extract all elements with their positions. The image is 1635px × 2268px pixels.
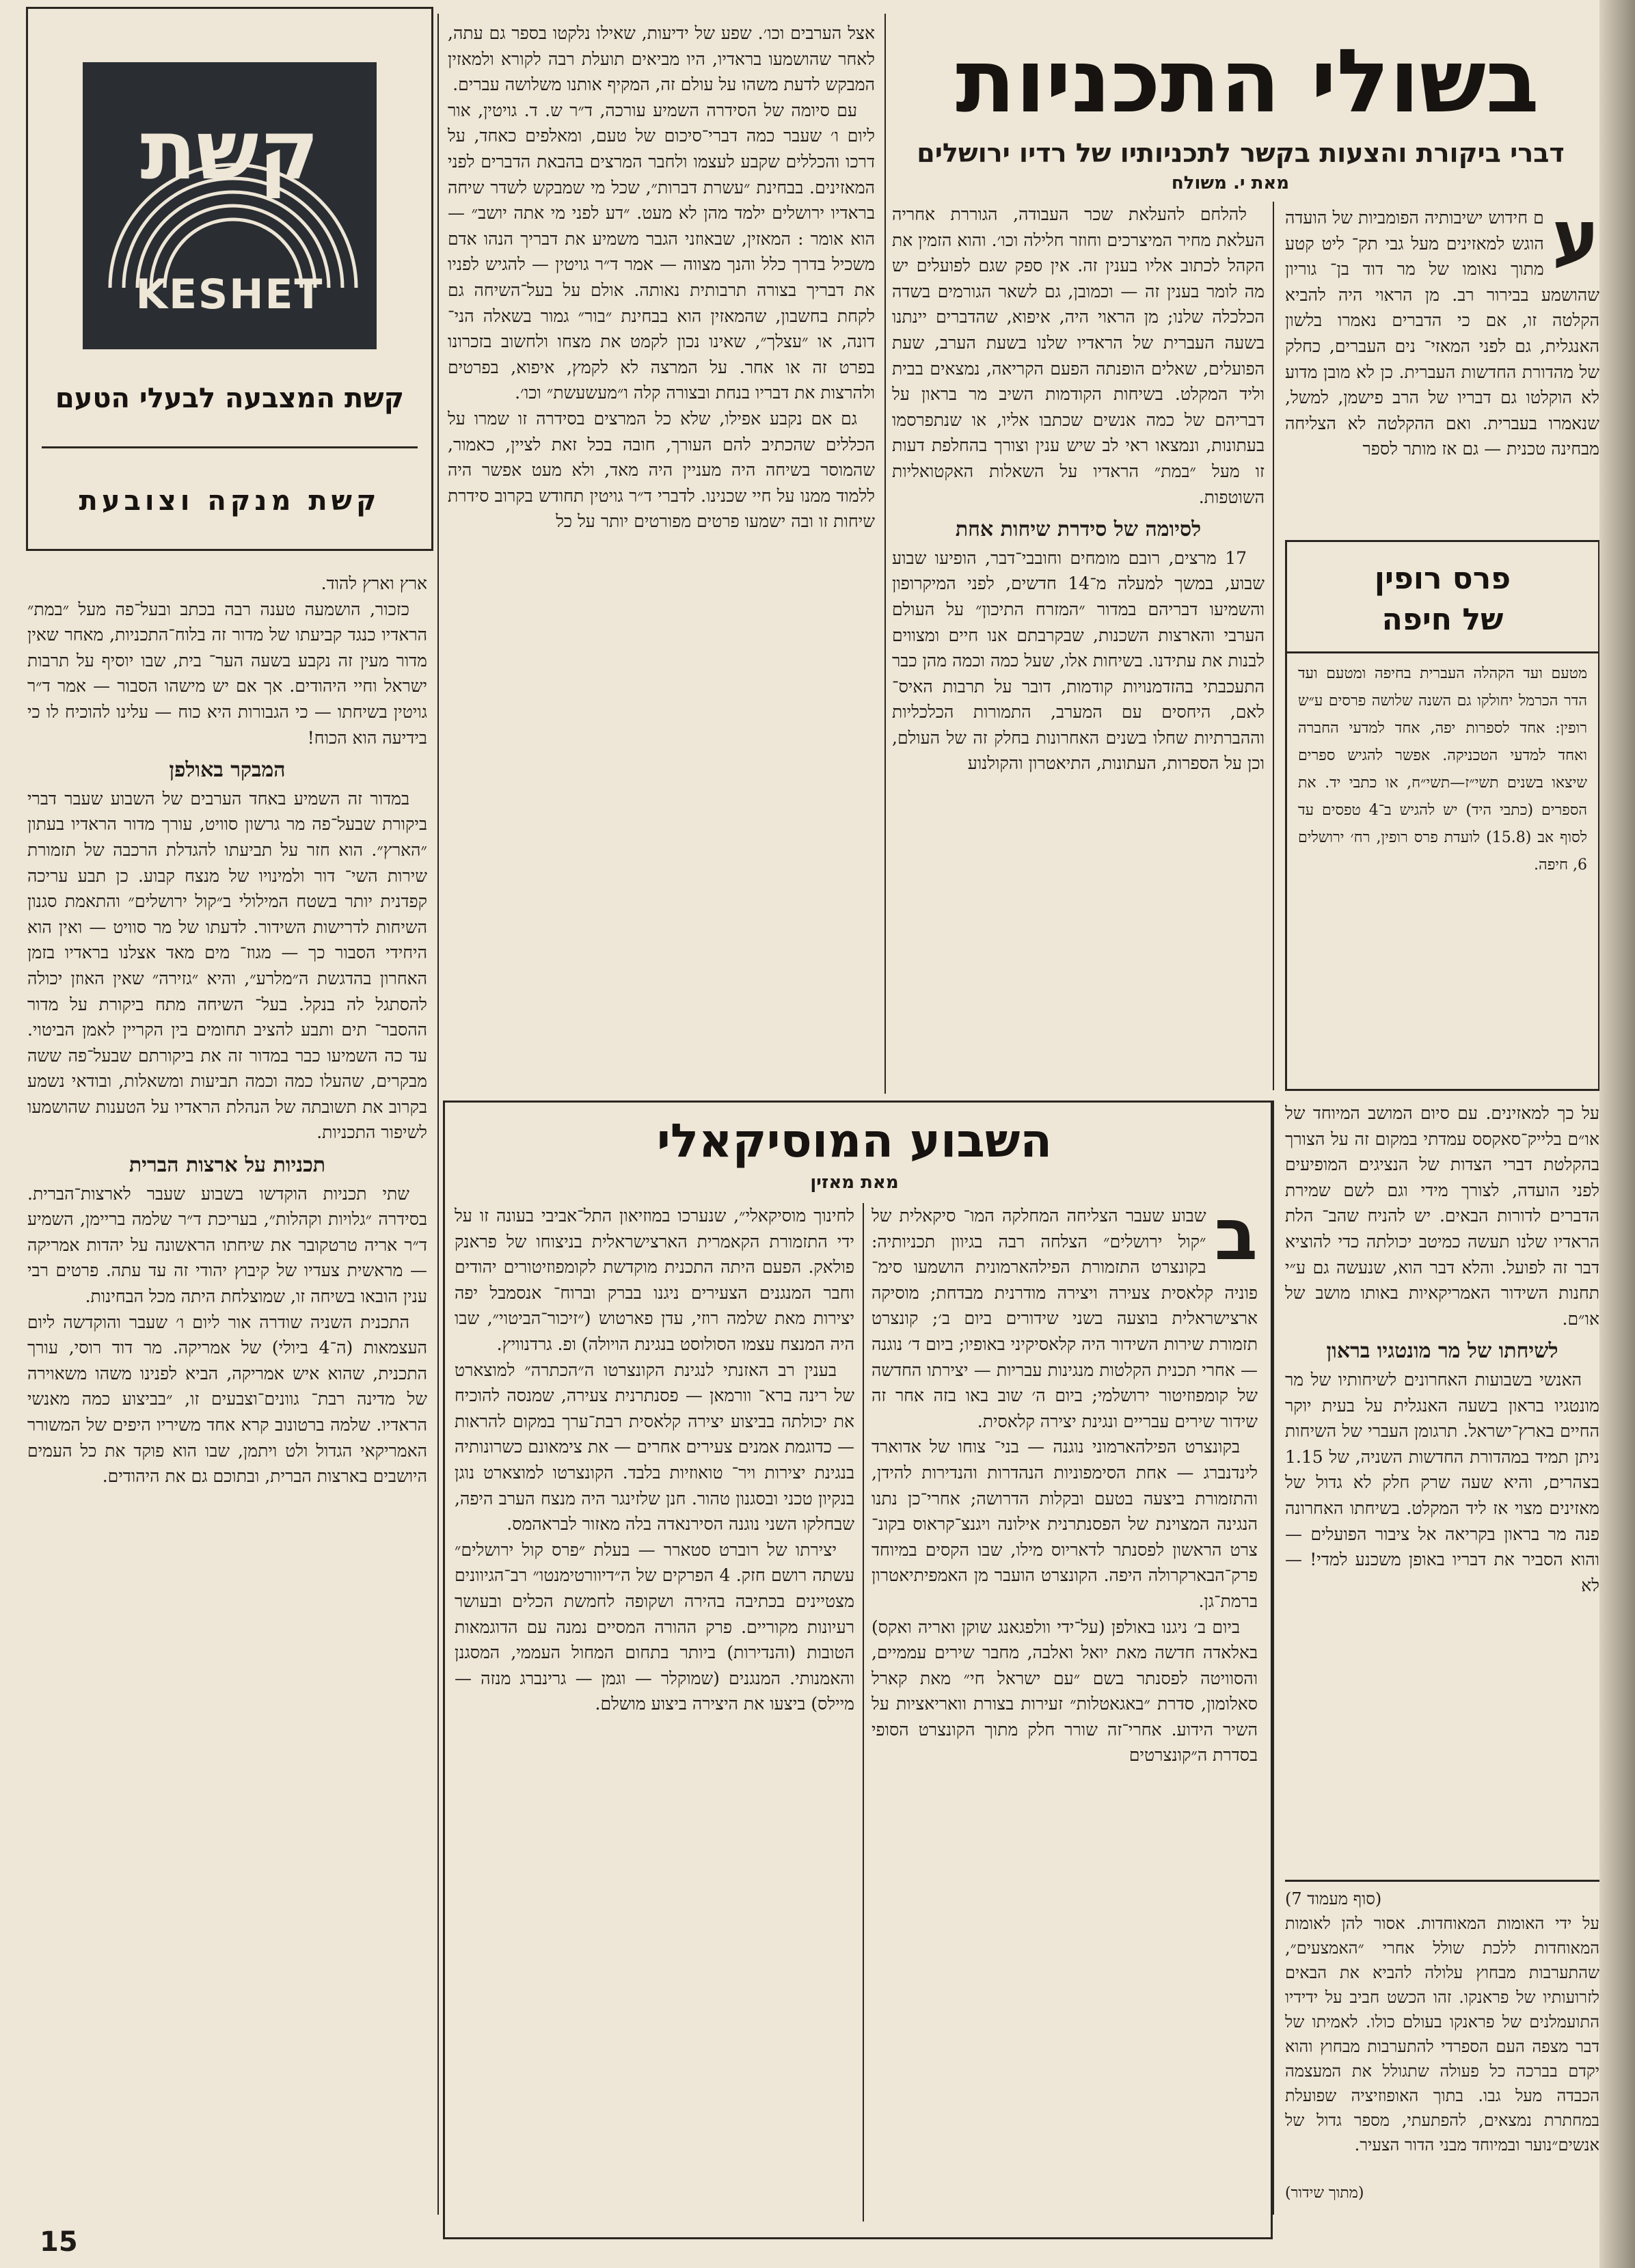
keshet-logo <box>83 62 377 349</box>
keshet-advertisement <box>26 7 433 551</box>
article-byline: מאת י. משולח <box>1171 173 1290 193</box>
music-article-title: השבוע המוסיקאלי <box>656 1114 1053 1168</box>
paragraph: שבוע שעבר הצליחה המחלקה המו־ סיקאלית של ״קול ירושלים״ הצלחה רבה בגיוון תכניותיה: בקונצרט התזמורת הפילהארמונית הושמעו סימ־ פוניה קלאסית צעירה ויצירה מודרנית מבדחת; מוסיקה ארצישראלית בוצעה בשני שידורים ביום ב׳; קונצרט תזמורת שירות השידור היה קלאסיקיני באופיו; ביום ד׳ נוגנה — אחרי תכנית הקלטות מנגינות עבריות — יצירתו החדשה של קומפוזיטור ירושלמי; ביום ה׳ שוב באו בזה אחר זה שידור שירים עבריים ונגינת יצירה קלאסית. <box>871 1206 1258 1431</box>
paragraph: על ידי האומות המאוחדות. אסור להן לאומות המאוחדות ללכת שולל אחרי ״האמצעים״, שהתערבות מבחוץ עלולה להביא את הבאים לזרועותיו של פראנקו. זהו הכשט חביב על ידידיו התועמלנים של פראנקו בעולם כולו. לאמיתו של דבר מצפה העם הספרדי להתערבות מבחוץ והוא יקדם בברכה כל פעולה שתגולל את המעצמה הכבדה מעל גבו. בתוך האופוזיציה שפועלת במחתרת נמצאים, להפתעתי, מספר גדול של אנשים״נוער ובמיוחד מבני הדור הצעיר. <box>1285 1914 1599 2155</box>
paragraph: מטעם ועד הקהלה העברית בחיפה ומטעם ועד הדר הכרמל יחולקו גם השנה שלושה פרסים ע״ש רופין: אחד לספרות יפה, אחד למדעי החברה ואחד למדעי הטכניקה. אפשר להגיש ספרים שיצאו בשנים תשי״ז—תשי״ח, או כתבי יד. את הספרים (כתבי היד) יש להגיש ב־4 טפסים עד לסוף אב (15.8) לועדת פרס רופין, רח׳ ירושלים 6, חיפה. <box>1298 665 1587 874</box>
paragraph: ארץ וארץ להוד. <box>321 573 427 593</box>
prize-body <box>1287 660 1598 879</box>
logo-hebrew: קשת <box>140 103 319 198</box>
paragraph: ביום ב׳ ניגנו באולפן (על־ידי וולפגאנג שוקן ואריה ואקס) באלאדה חדשה מאת יואל ואלבה, מחבר שירים עממיים, והסוויטה לפסנתר בשם ״עם ישראל חי״ מאת קארל סאלומון, סדרת ״באגאטלות״ זעירות בצורת וואריאציות על השיר הידוע. אחרי־זה שורר חלק מתוך הקונצרט הסופי בסדרת ה״קונצרטים <box>871 1617 1258 1766</box>
page-number: 15 <box>40 2226 78 2258</box>
article1-column-2 <box>892 202 1265 1083</box>
page-edge <box>1599 0 1635 2268</box>
article1-column-1 <box>1285 205 1599 513</box>
ruppin-prize-box <box>1285 540 1600 1091</box>
paragraph: ם חידוש ישיבותיה הפומביות של הועדה הוגש למאזינים מעל גבי תק־ ליט קטע מתוך נאומו של מר דוד בן־ גוריון שהושמע בבירור רב. מן הראוי היה להביא הקלטה זו, אם כי הדברים נאמרו בלשון האנגלית, גם לפני המאזי־ נים העברים, כחלק של מהדורת החדשות העברית. כן לא מובן מדוע לא הוקלטו גם דבריו של הרב פישמן, למשל, שנאמרו בעברית. ואם ההקלטה לא הצליחה מבחינה טכנית — גם אז מותר לספר <box>1285 208 1599 459</box>
column-rule <box>1273 202 1274 1090</box>
paragraph: 17 מרצים, רובם מומחים וחובבי־דבר, הופיעו שבוע שבוע, במשך למעלה מ־14 חדשים, לפני המיקרופון והשמיעו דבריהם במדור ״המזרח התיכון״ על העולם הערבי והארצות השכנות, שבקרבתם אנו חיים ומצווים לבנות את עתידנו. בשיחות אלו, שעל כמה וכמה מהן כבר התעכבתי בהזדמנויות קודמות, דובר על תרבות האיס־ לאם, היחסים עם המערב, התמורות הכלכליות וההברתיות שחלו בשנים האחרונות בחלק זה של העולם, וכן על הספרות, העתונות, התיאטרון והקולנוע <box>892 548 1265 774</box>
end-note: (סוף מעמוד 7) <box>1285 1889 1382 1908</box>
music-column-1 <box>871 1203 1258 2225</box>
column-rule <box>1273 1101 1274 2215</box>
ad-slogan-2: קשת מנקה וצובעת <box>79 485 381 517</box>
paragraph: על כך למאזינים. עם סיום המושב המיוחד של או״ם בלייק־סאקסס עמדתי במקום זה על הצורך בהקלטת דברי הצדות של הנציגים המופיעים לפני הועדה, לצורך מידי וגם לשם שמירת הדברים לדורות הבאים. יש להניח שהב־ הלת הראדיו שלנו תעשה כמיטב יכולתה כדי להוציא דבר זה לפועל. והלא דבר הוא, שנעשה גם ע״י תחנות השידור האמריקאיות באותו מושב של או״ם. <box>1285 1103 1599 1329</box>
paragraph: אצל הערבים וכו׳. שפע של ידיעות, שאילו נלקטו בספר גם עתה, לאחר שהושמעו בראדיו, היו מביאים תועלת רבה לקורא ולמאזין המבקש לדעת משהו על עולם זה, המקיף אותנו משלושה עברים. <box>448 23 875 95</box>
section-heading: לשיחתו של מר מונטגיו בראון <box>1326 1339 1558 1364</box>
drop-cap: ע <box>1552 205 1599 278</box>
source-note: (מתוך שידור) <box>1285 2185 1364 2202</box>
paragraph: יצירתו של רוברט סטארר — בעלת ״פרס קול ירושלים״ עשתה רושם חזק. 4 הפרקים של ה״דיוורטימנטו״ רב־הגיוונים מצטיינים בכתיבה בהירה ושקופה לחמשת הכלים ובעושר רעיונות מקוריים. פרק ההורה המסיים נמנה עם הדוגמאות הטובות (והנדירות) ביותר בתחום המחול העממי, המסגנן והאמנותי. המנגנים (שמוקלר — וגמן — גרינברג מנזה — מיילס) ביצעו את היצירה ביצוע מושלם. <box>455 1539 854 1714</box>
paragraph: גם אם נקבע אפילו, שלא כל המרצים בסידרה זו שמרו על הכללים שהכתיב להם העורך, חובה בכל זאת לציין, כאמור, שהמוסר בשיחה היה מעניין היה מאד, ולא מעט אפשר היה ללמוד ממנו על חיי שכנינו. לדברי ד״ר גויטין תחודש בקרוב סידרת שיחות זו ובה ישמעו פרטים מפורטים יותר על כל <box>448 408 875 532</box>
right-bottom-continuation <box>1285 1887 1599 2174</box>
article1-column-3 <box>448 21 875 1087</box>
music-article-byline: מאת מאזין <box>810 1172 899 1193</box>
article-subtitle: דברי ביקורת והצעות בקשר לתכניותיו של רדיו ירושלים <box>917 138 1565 168</box>
paragraph: האנשי בשבועות האחרונים לשיחותיו של מר מונטגיו בראון בשעה האנגלית על בעית יוקר החיים בארץ־ישראל. תרגומן העברי של השיחות ניתן תמיד במהדורת החדשות השניה, של 1.15 בצהרים, והיא שעה שרק חלק לא גדול של מאזינים מצוי אז ליד המקלט. בשיחתו האחרונה פנה מר בראון בקריאה אל ציבור הפועלים — והוא הסביר את דבריו באופן משכנע למדי! — לא <box>1285 1369 1599 1595</box>
prize-title-city: של חיפה <box>1381 602 1504 637</box>
section-heading: תכניות על ארצות הברית <box>129 1153 326 1178</box>
section-heading: לסיומה של סידרת שיחות אחת <box>955 517 1202 542</box>
ad-slogan-1: קשת המצבעה לבעלי הטעם <box>55 383 405 414</box>
article-title: בשולי התכניות <box>956 31 1539 133</box>
left-column <box>27 571 427 2211</box>
column-rule <box>884 14 886 1094</box>
music-column-2 <box>455 1203 854 2225</box>
prize-title: פרס רופין <box>1374 561 1511 596</box>
section-heading: המבקר באולפן <box>169 758 286 783</box>
right-bottom-column <box>1285 1101 1599 1876</box>
paragraph: במדור זה השמיע באחד הערבים של השבוע שעבר דברי ביקורת שבעל־פה מר גרשון סוויט, עורך מדור הראדיו בעתון ״הארץ״. הוא חזר על תביעתו להגדלת הרכבה של תזמורת שירות השי־ דור ולמינויו של מנצח קבוע. כן תבע עריכה קפדנית יותר בשטח המילולי ב״קול ירושלים״ והתאמת סגנון השיחות לדרישות השידור. לדעתו של מר סוויט — ואין הוא היחידי הסבור כך — מגוז־ מים מאד אצלנו בראדיו בזמן האחרון בהדגשת ה״מלרע״, והיא ״גזירה״ שאין האוזן יכולה להסתגל לה בנקל. בעל־ השיחה מתח ביקורת על מדור ההסבר־ תים ותבע להציב תחומים בין הקריין לאמן הביטוי. עד כה השמיעו כבר במדור זה את ביקורתם שבעל־פה ששה מבקרים, שהעלו כמה וכמה תביעות ומשאלות, ובודאי נשמע בקרוב את תשובתה של הנהלת הראדיו על הטענות שהושמעו לשיפור התכניות. <box>27 788 427 1143</box>
paragraph: בענין רב האזנתי לנגינת הקונצרטו ה״הכתרה״ למוצארט של רינה ברא־ וורמאן — פסנתרנית צעירה, שמנסה להוכיח את יכולתה בביצוע יצירה קלאסית רבת־ערך במקום להראות — כדוגמת אמנים צעירים אחרים — את צימאונם כשרונותיה בנגינת יצירות ויר־ טואוזיות בלבד. הקונצרטו למוצארט נוגן בנקיון טכני ובסגנון טהור. חנן שלזינגר היה מנצח הערב היפה, שבחלקו השני נוגנה הסירנאדה בלה מאזור לבראהמס. <box>455 1360 854 1535</box>
column-rule <box>437 14 439 2215</box>
paragraph: שתי תכניות הוקדשו בשבוע שעבר לארצות־הברית. בסידרה ״גלויות וקהלות״, בעריכת ד״ר שלמה בריימן, השמיע ד״ר אריה טרטקובר את שיחתו הראשונה על יהדות אמריקה — מראשית צעדיו של קיבוץ יהודי זה עד עתה. פרטים רבי ענין הובאו בשיחה זו, שמוצלחת היתה מכל הבחינות. <box>27 1183 427 1307</box>
paragraph: התכנית השניה שודרה אור ליום ו׳ שעבר והוקדשה ליום העצמאות (ה־4 ביולי) של אמריקה. מר דוד רוסי, עורך התכנית, שהוא איש אמריקה, הביא לפנינו משהו משאוירה של מדינה רבת־ גוונים־וצבעים זו, ״בביצוע כמה מאנשי הראדיו. שלמה ברטונוב קרא אחד משיריו היפים של המשורר האמריקאי הגדול ולט ויתמן, שבו הוא פוקד את כל העמים היושבים בארצות הברית, ובתוכם גם את היהודים. <box>27 1312 427 1487</box>
divider <box>1285 1880 1599 1882</box>
paragraph: לחינוך מוסיקאלי״, שנערכו במוזיאון התל־אביבי בעונה זו על ידי התזמורת הקאמרית הארצישראלית בניצוחו של פראנק פולאק. הפעם היתה התכנית מוקדשת לקומפוזיטורים יהודים וחבר המנגנים הצעירים ניגנו בברק וברוח־ אנסמבל יפה יצירות מאת שלמה רוזי, עדן פארטוש (״זיכור־הביטוי״, שבו היה המנצח עצמו הסולוסט בנגינת הויולה) ופ. גרדנוויץ. <box>455 1206 854 1354</box>
logo-latin: KESHET <box>135 271 324 319</box>
drop-cap: ב <box>1214 1203 1258 1276</box>
paragraph: בקונצרט הפילהארמוני נוגנה — בני־ צוחו של אדוארד לינדנברג — אחת הסימפוניות הנהדרות והנדירות להידן, והתזמורת ביצעה בטעם ובקלות הדרושה; אחרי־כן נתנו הנגינה המצוינת של הפסנתרנית אילונה ויגנצ־קראוס בקונ־ צרט הראשון לפסנתר לדאריוס מילו, שבו הקסים במיוחד פרק־הבארקרולה היפה. הקונצרט הועבר מן האמפיתיאטרון ברמת־גן. <box>871 1437 1258 1611</box>
paragraph: להלחם להעלאת שכר העבודה, הגוררת אחריה העלאת מחיר המיצרכים וחוזר חלילה וכו׳. והוא הזמין את הקהל לכתוב אליו בענין זה. אין ספק שגם לפועלים יש מה לומר בענין זה — וכמובן, גם לשאר הגורמים בשדה הכלכלה שלנו; מן הראוי היה, איפוא, שהדברים יינתנו בשעה העברית של הראדיו שלנו בשעת הערב, שעת הפועלים, שאלים הופנתה הפעם הקריאה, נמצאים בבית וליד המקלט. בשיחות הקודמות השיב מר בראון על דבריהם של כמה אנשים שכתבו אליו, או שנתפרסמו בעתונות, ונמצאו ראי לב שיש ענין וצורך בהחלפת דעות זו מעל ״במת״ הראדיו על השאלות האקטואליות השוטפות. <box>892 204 1265 507</box>
paragraph: כזכור, הושמעה טענה רבה בכתב ובעל־פה מעל ״במת״ הראדיו כנגד קביעתו של מדור זה בלוח־התכניות, מאחר שאין מדור מעין זה נקבע בשעה הער־ בית, שבו יוסיף על תרבות ישראל וחיי היהודים. אך אם יש מישהו הסבור — אמר ד״ר גויטין בשיחתו — כי הגבורות היא כוח — עלינו להוכיח לו כי בידיעה הוא הכוח! <box>27 599 427 748</box>
column-rule <box>863 1203 864 2222</box>
paragraph: עם סיומה של הסידרה השמיע עורכה, ד״ר ש. ד. גויטין, אור ליום ו׳ שעבר כמה דברי־סיכום של טעם, ומאלפים כאחד, על דרכו והכללים שקבע לעצמו ולחבר המרצים בהבאת הדברים לפני המאזינים. בבחינת ״עשרת דברות״, שכל מי שמבקש לשדר שיחה בראדיו ירושלים ילמד מהן לא מעט. ״דע לפני מי אתה יושב״ — הוא אומר : המאזין, שבאוזני הגבר משמיע את דבריך הנהו אדם משכיל בדרך כלל והנך מצווה — אמר ד״ר גויטין — להגיש לפניו את דבריך בצורה תרבותית נאותה. אולם על בעל־השיחה גם לקחת בחשבון, שהמאזין הוא בבחינת ״בור״ גמור בשאלה הני־ דונה, או ״עצלך״, שאינו נכון לקמט את מצחו ולחשוב בזכרונו בפרט זה או אחר. על המרצה לא לקמץ, איפוא, בפרטים ולהרצות את דבריו בנחת ובצורה קלה ו״מעשעשת״ וכו׳. <box>448 100 875 403</box>
